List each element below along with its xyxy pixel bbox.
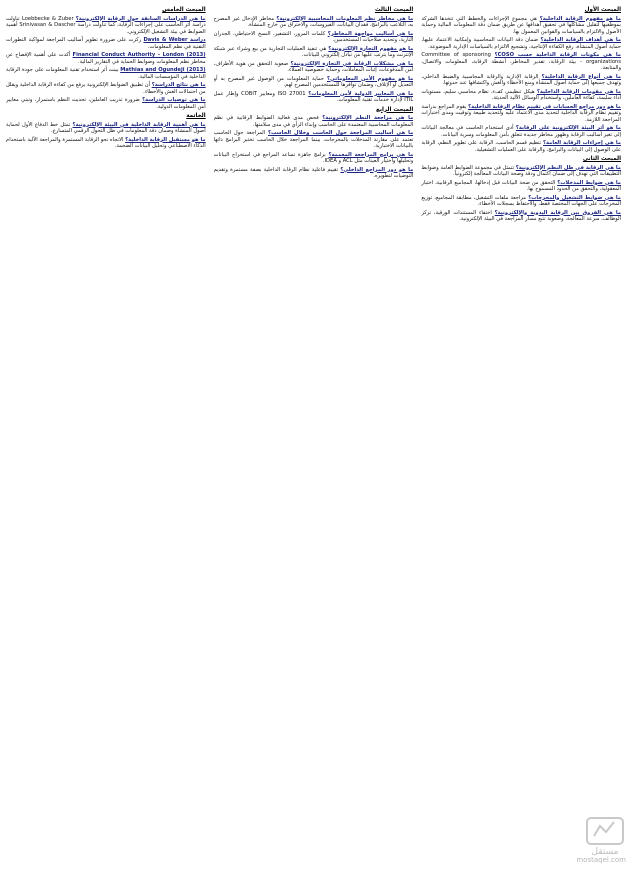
paragraph-heading: ما هو مفهوم التجارة الإلكترونية؟ xyxy=(328,45,414,52)
paragraph-heading: ما هي ضوابط المدخلات؟ xyxy=(557,179,621,186)
section-title: المبحث الأول xyxy=(584,7,621,13)
paragraph-text: تمثل خط الدفاع الأول لحماية أصول المنشأة وضمان دقة المعلومات في ظل التحول الرقمي المتسارع. xyxy=(5,121,206,134)
paragraph-heading: ما هو دور المراجع الداخلي؟ xyxy=(340,166,414,173)
paragraph-heading: Mathias and Ogundeji (2013) xyxy=(120,67,206,73)
paragraph-list xyxy=(421,16,621,154)
paragraph-text: الاتجاه نحو الرقابة المستمرة والمراجعة الآلية باستخدام الذكاء الاصطناعي وتحليل البيانات الضخمة. xyxy=(5,136,206,149)
paragraph-heading: ما هي مراجعة النظم الإلكترونية؟ xyxy=(322,115,414,121)
paragraph-text: ركزت على ضرورة تطوير أساليب المراجعة لمواكبة التطورات التقنية في نظم المعلومات. xyxy=(5,37,206,50)
paragraph xyxy=(214,167,414,180)
paragraph-heading: ما هي مقومات الرقابة الداخلية؟ xyxy=(536,88,621,95)
paragraph-heading: ما هي الفروق بين الرقابة اليدوية والإلكترونية؟ xyxy=(494,209,621,216)
paragraph-text: هيكل تنظيمي كفء، نظام محاسبي سليم، مستويات أداء سليمة، كفاءة العاملين، واستخدام الوسائل الآلية الحديثة. xyxy=(421,88,621,101)
paragraph xyxy=(214,61,414,74)
watermark-text: mostaqel.com xyxy=(576,856,626,864)
paragraph xyxy=(421,180,621,193)
paragraph-text: أدى استخدام الحاسب في معالجة البيانات إلى تغير أساليب الرقابة وظهور مخاطر جديدة تتعلق بأمن المعلومات وسرية البيانات. xyxy=(421,125,621,138)
paragraph-list xyxy=(6,16,206,111)
paragraph-text: صعوبة التحقق من هوية الأطراف، أمن المدفوعات، إثبات المعاملات، وحماية خصوصية العملاء. xyxy=(213,60,414,73)
paragraph-heading: ما هي المعايير الدولية لأمن المعلومات؟ xyxy=(308,90,414,97)
paragraph-heading: ما هي توصيات الدراسة؟ xyxy=(142,97,206,103)
paragraph xyxy=(214,31,414,44)
paragraph-heading: ما هي أهمية الرقابة الداخلية في البيئة الإلكترونية؟ xyxy=(72,121,206,128)
paragraph xyxy=(6,67,206,80)
paragraph-heading: ما هي برامج المراجعة المعممة؟ xyxy=(328,151,414,158)
column-middle xyxy=(214,4,414,870)
paragraph-text: كلمات المرور، التشفير، النسخ الاحتياطي، الجدران النارية، وتحديد صلاحيات المستخدمين. xyxy=(213,30,414,43)
paragraph xyxy=(421,89,621,102)
paragraph xyxy=(421,210,621,223)
paragraph-heading: ما هي مكونات الرقابة الداخلية حسب COSO؟ xyxy=(494,52,621,58)
paragraph xyxy=(214,46,414,59)
paragraph xyxy=(6,122,206,135)
paragraph-text: اختفاء المستندات الورقية، تركز الوظائف، سرعة المعالجة، وصعوبة تتبع مسار المراجعة في البيئة الإلكترونية. xyxy=(421,209,621,222)
paragraph-heading: Financial Conduct Authority – London (2013) xyxy=(72,52,206,58)
paragraph xyxy=(214,91,414,104)
paragraph-text: التحقق من صحة البيانات قبل إدخالها، المجاميع الرقابية، اختبار المعقولية، والتحقق من الحدود المسموح بها. xyxy=(421,179,621,192)
paragraph-heading: ما هي أساليب مواجهة المخاطر؟ xyxy=(327,30,414,37)
paragraph-text: ضمان دقة البيانات المحاسبية وإمكانية الاعتماد عليها، حماية أصول المنشأة، رفع الكفاءة الإنتاجية، وتشجيع الالتزام بالسياسات الإدارية الموضوعة. xyxy=(421,37,621,50)
paragraph-text: المراجعة حول الحاسب تعتمد على مقارنة المدخلات بالمخرجات، بينما المراجعة خلال الحاسب تختبر البرامج ذاتها بالبيانات الاختبارية. xyxy=(213,130,414,149)
section-title: المبحث الثاني xyxy=(582,156,621,162)
section-title: الخاتمة xyxy=(186,113,206,119)
paragraph-text: هي مجموع الإجراءات والخطط التي تتخذها الشركة بموظفيها لتقليل مشاكلها في تحقيق أهدافها عن طريق ضمان دقة المعلومات المالية وحماية الأصول والالتزام بالسياسات والقوانين المعمول بها. xyxy=(421,15,621,35)
paragraph-text: Committee of sponsoring organizations - بيئة الرقابة، تقدير المخاطر، أنشطة الرقابة، المعلومات والاتصال، والمتابعة. xyxy=(421,52,621,71)
paragraph xyxy=(214,130,414,150)
paragraph-heading: ما هي الدراسات السابقة حول الرقابة الإلكترونية؟ xyxy=(75,15,206,22)
paragraph-text: هي تنفيذ العمليات التجارية من بيع وشراء عبر شبكة الإنترنت وما يترتب عليها من تبادل إلكتروني للبيانات. xyxy=(213,45,414,58)
paragraph-text: ISO 27001 ومعايير COBIT وإطار عمل ITIL لإدارة خدمات تقنية المعلومات. xyxy=(213,90,414,103)
paragraph-heading: ما هي أساليب المراجعة حول الحاسب وخلال الحاسب؟ xyxy=(268,130,414,136)
paragraph xyxy=(6,97,206,110)
paragraph-text: مخاطر الإدخال غير المصرح به، التلاعب بالبرامج، فقدان البيانات، الفيروسات، والاختراق من خارج المنشأة. xyxy=(213,15,414,28)
paragraph-heading: ما هو مفهوم الرقابة الداخلية؟ xyxy=(539,15,621,22)
paragraph-heading: ما هو دور مراجع الحسابات في تقييم نظام الرقابة الداخلية؟ xyxy=(468,103,621,110)
paragraph-heading: ما هي أهداف الرقابة الداخلية؟ xyxy=(540,37,621,43)
paragraph xyxy=(421,16,621,36)
paragraph xyxy=(421,104,621,124)
column-right xyxy=(421,4,621,870)
paragraph-heading: ما هي مشكلات الرقابة في التجارة الإلكترونية؟ xyxy=(290,60,414,67)
paragraph-text: Loebbecke & Zuber تناولت دراسة أثر الحاسب على إجراءات الرقابة، كما تناولت دراسة Srinivasan & Dascher أهمية الضوابط في بيئة التشغيل الإلكتروني. xyxy=(5,15,206,35)
paragraph-heading: ما هو مستقبل الرقابة الداخلية؟ xyxy=(125,136,206,143)
paragraph-heading: ما هي الرقابة في ظل النظم الإلكترونية؟ xyxy=(515,164,621,171)
section-title: المبحث الخامس xyxy=(162,7,206,13)
paragraph xyxy=(6,137,206,150)
paragraph-list xyxy=(214,16,414,104)
paragraph-heading: ما هي ضوابط التشغيل والمخرجات؟ xyxy=(528,194,621,201)
paragraph-text: فحص مدى فعالية الضوابط الرقابية في نظم المعلومات المحاسبية المعتمدة على الحاسب وإبداء الرأي في مدى سلامتها. xyxy=(213,115,414,128)
paragraph-heading: ما هو أثر البيئة الإلكترونية على الرقابة؟ xyxy=(515,125,621,131)
paragraph xyxy=(214,16,414,29)
paragraph-list xyxy=(421,165,621,223)
paragraph-text: تنظيم قسم الحاسب، الرقابة على تطوير النظم، الرقابة على الوصول إلى البيانات والبرامج، والرقابة على العمليات التشغيلية. xyxy=(421,140,621,153)
paragraph-heading: ما هي أنواع الرقابة الداخلية؟ xyxy=(541,73,621,80)
section-title: المبحث الثالث xyxy=(374,7,414,13)
paragraph-heading: ما هي إجراءات الرقابة العامة؟ xyxy=(543,140,621,146)
paragraph xyxy=(421,52,621,72)
paragraph xyxy=(421,125,621,138)
paragraph-text: أكدت على أهمية الإفصاح عن مخاطر نظم المعلومات وضوابط الحماية في التقارير المالية. xyxy=(5,52,206,65)
paragraph xyxy=(421,165,621,178)
paragraph xyxy=(421,74,621,87)
watermark-logo-letters: مستقل xyxy=(591,847,619,857)
paragraph-text: أن تطبيق الضوابط الإلكترونية يرفع من كفاءة الرقابة الداخلية ويقلل من احتمالات الغش والأخطاء. xyxy=(5,82,206,95)
paragraph-text: الرقابة الإدارية والرقابة المحاسبية والضبط الداخلي، وتهدف جميعها إلى حماية أصول المنشأة ومنع الأخطاء والغش واكتشافها عند حدوثها. xyxy=(421,73,621,86)
paragraph-text: بينت أثر استخدام تقنية المعلومات على جودة الرقابة الداخلية في المؤسسات المالية. xyxy=(5,67,206,80)
paragraph-text: حماية المعلومات من الوصول غير المصرح به أو التعديل أو الإتلاف، وضمان توافرها للمستخدمين المصرح لهم. xyxy=(213,75,414,88)
paragraph-text: تقييم فاعلية نظام الرقابة الداخلية بصفة مستمرة وتقديم التوصيات لتطويره. xyxy=(213,166,414,179)
paragraph xyxy=(6,52,206,65)
paragraph xyxy=(214,76,414,89)
column-left xyxy=(6,4,206,870)
paragraph xyxy=(214,115,414,128)
paragraph-list xyxy=(214,115,414,180)
paragraph-heading: ما هي نتائج الدراسة؟ xyxy=(151,82,206,88)
paragraph-text: يقوم المراجع بدراسة وتقييم نظام الرقابة الداخلية لتحديد مدى الاعتماد عليه ولتحديد طبيعة وتوقيت ومدى اختبارات المراجعة اللازمة. xyxy=(421,103,621,123)
paragraph-list xyxy=(6,122,206,150)
paragraph-heading: دراسة Davis & Weber xyxy=(143,37,206,43)
paragraph xyxy=(421,140,621,153)
paragraph xyxy=(421,37,621,50)
section-title: المبحث الرابع xyxy=(376,106,414,113)
paragraph xyxy=(6,37,206,50)
paragraph-text: تتمثل في مجموعة الضوابط العامة وضوابط التطبيقات التي تهدف إلى ضمان اكتمال ودقة وصحة البيانات المعالجة إلكترونياً. xyxy=(421,164,621,177)
paragraph xyxy=(214,152,414,165)
paragraph xyxy=(6,82,206,95)
document-page xyxy=(6,4,621,870)
paragraph-text: مراجعة ملفات التشغيل، مطابقة المجاميع، توزيع المخرجات على الجهات المختصة فقط، والاحتفاظ بسجلات الأخطاء. xyxy=(421,194,621,207)
paragraph-text: ضرورة تدريب العاملين، تحديث النظم باستمرار، وتبني معايير أمن المعلومات الدولية. xyxy=(5,97,206,110)
paragraph-heading: ما هو مفهوم الأمن المعلوماتي؟ xyxy=(326,75,414,82)
paragraph xyxy=(6,16,206,36)
paragraph-heading: ما هي مخاطر نظم المعلومات المحاسبية الإلكترونية؟ xyxy=(276,15,414,22)
paragraph xyxy=(421,195,621,208)
paragraph-text: برامج جاهزة تساعد المراجع في استخراج البيانات وتحليلها واختيار العينات مثل ACL و IDEA. xyxy=(213,151,414,164)
